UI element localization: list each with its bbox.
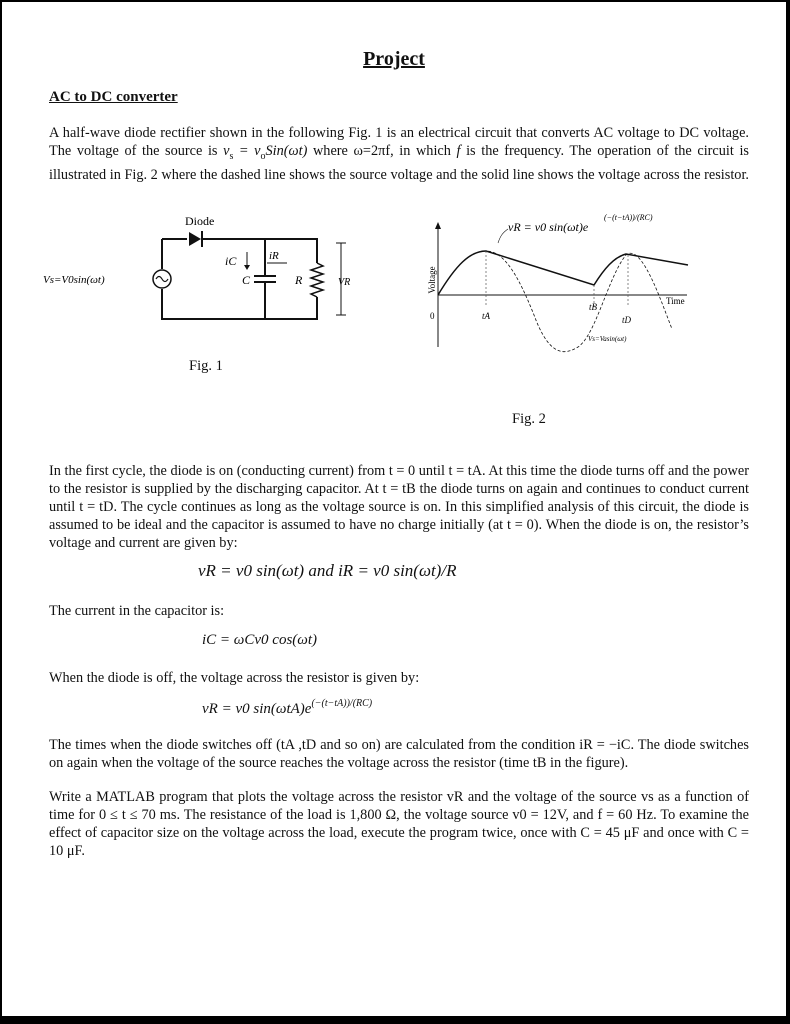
circuit-wires <box>162 239 317 319</box>
intro-paragraph <box>49 124 749 184</box>
y-axis-arrow <box>435 222 441 229</box>
source-label: Vs=V0sin(ωt) <box>43 274 105 286</box>
vs-symbol: v <box>223 143 230 159</box>
intro-text-3: is the frequency. The operation of the circuit is illustrated in Fig. 2 where the dashed line shows the source voltage and the solid line shows the voltage across the resistor. <box>49 143 750 183</box>
td-label: tD <box>622 315 631 325</box>
equation-capacitor-current-text: iC = ωCv0 cos(ωt) <box>202 632 318 648</box>
cycle-paragraph: In the first cycle, the diode is on (conducting current) from t = 0 until t = tA. At this time the diode turns off and the power to the resistor is supplied by the discharging capacitor. At t = tB the diode turns on again and continues to conduct current until t = tD. The cycle continues as long as the voltage source is on. In this simplified analysis of this circuit, the diode is assumed to be ideal and the capacitor is assumed to have no charge initially (at t = 0). When the diode is on, the resistor’s voltage and current are given by: <box>49 463 749 551</box>
source-curve-label: Vs=Vasin(ωt) <box>588 335 627 343</box>
fig2-caption: Fig. 2 <box>512 411 546 427</box>
vr-label: VR <box>338 277 351 288</box>
intro-text-1: A half-wave diode rectifier shown in the following Fig. 1 is an electrical circuit that converts AC voltage to DC voltage. The voltage of the source is <box>49 125 749 159</box>
capacitor-label: C <box>242 273 251 287</box>
vs-subscript: s <box>229 150 234 162</box>
matlab-task-paragraph: Write a MATLAB program that plots the voltage across the resistor vR and the voltage of the source vs as a function of time for 0 ≤ t ≤ 70 ms. The resistance of the load is 1,800 Ω, the voltage source v0 = 12V, and f = 60 Hz. To examine the effect of capacitor size on the voltage across the load, execute the program twice, once with C = 45 μF and once with C = 10 μF. <box>49 789 749 859</box>
page-title: Project <box>363 48 425 70</box>
time-markers <box>486 251 628 307</box>
fig2-equation: vR = v0 sin(ωt)e <box>508 220 589 234</box>
fig2-equation-exponent: (−(t−tA))/(RC) <box>604 213 653 222</box>
ic-arrowhead <box>244 265 250 270</box>
frequency-symbol: f <box>456 143 461 159</box>
fig1-caption: Fig. 1 <box>189 358 223 374</box>
section-heading: AC to DC converter <box>49 89 178 105</box>
x-axis-label: Time <box>666 296 685 306</box>
vo-subscript: o <box>260 150 266 162</box>
equation-resistor-off-text: vR = v0 sin(ωtA)e <box>202 701 312 717</box>
resistor-label: R <box>295 273 303 287</box>
equation-resistor-on-text: vR = v0 sin(ωt) and iR = v0 sin(ωt)/R <box>198 561 457 580</box>
ac-source-icon <box>153 269 171 289</box>
ic-label: iC <box>225 254 237 268</box>
intro-text-2: where ω=2πf, in which <box>307 143 457 159</box>
equation-resistor-off-exponent: (−(t−tA))/(RC) <box>311 698 373 709</box>
ir-label: iR <box>269 250 279 262</box>
equation-capacitor-current <box>202 632 317 649</box>
capacitor-symbol <box>253 276 277 282</box>
equation-resistor-off <box>202 698 372 718</box>
source-voltage-curve <box>438 251 672 352</box>
ta-label: tA <box>482 311 490 321</box>
tb-label: tB <box>589 302 597 312</box>
equation-pointer <box>498 229 508 243</box>
equation-resistor-on <box>198 561 456 581</box>
sin-term: Sin(ωt) <box>265 143 308 159</box>
origin-label: 0 <box>430 311 435 321</box>
resistor-voltage-curve <box>438 251 688 295</box>
vs-equals: = v <box>233 143 261 159</box>
diode-symbol <box>189 231 215 247</box>
y-axis-label: Voltage <box>427 266 437 294</box>
document-page <box>2 2 786 1016</box>
waveform-plot <box>422 207 712 357</box>
diode-label: Diode <box>185 214 215 228</box>
capacitor-paragraph: The current in the capacitor is: <box>49 603 225 619</box>
switch-times-paragraph: The times when the diode switches off (tA ,tD and so on) are calculated from the condition iR = −iC. The diode switches on again when the voltage of the source reaches the voltage across the resistor (time tB in the figure). <box>49 737 749 771</box>
diode-off-paragraph: When the diode is off, the voltage across the resistor is given by: <box>49 670 420 686</box>
circuit-diagram <box>43 207 377 332</box>
